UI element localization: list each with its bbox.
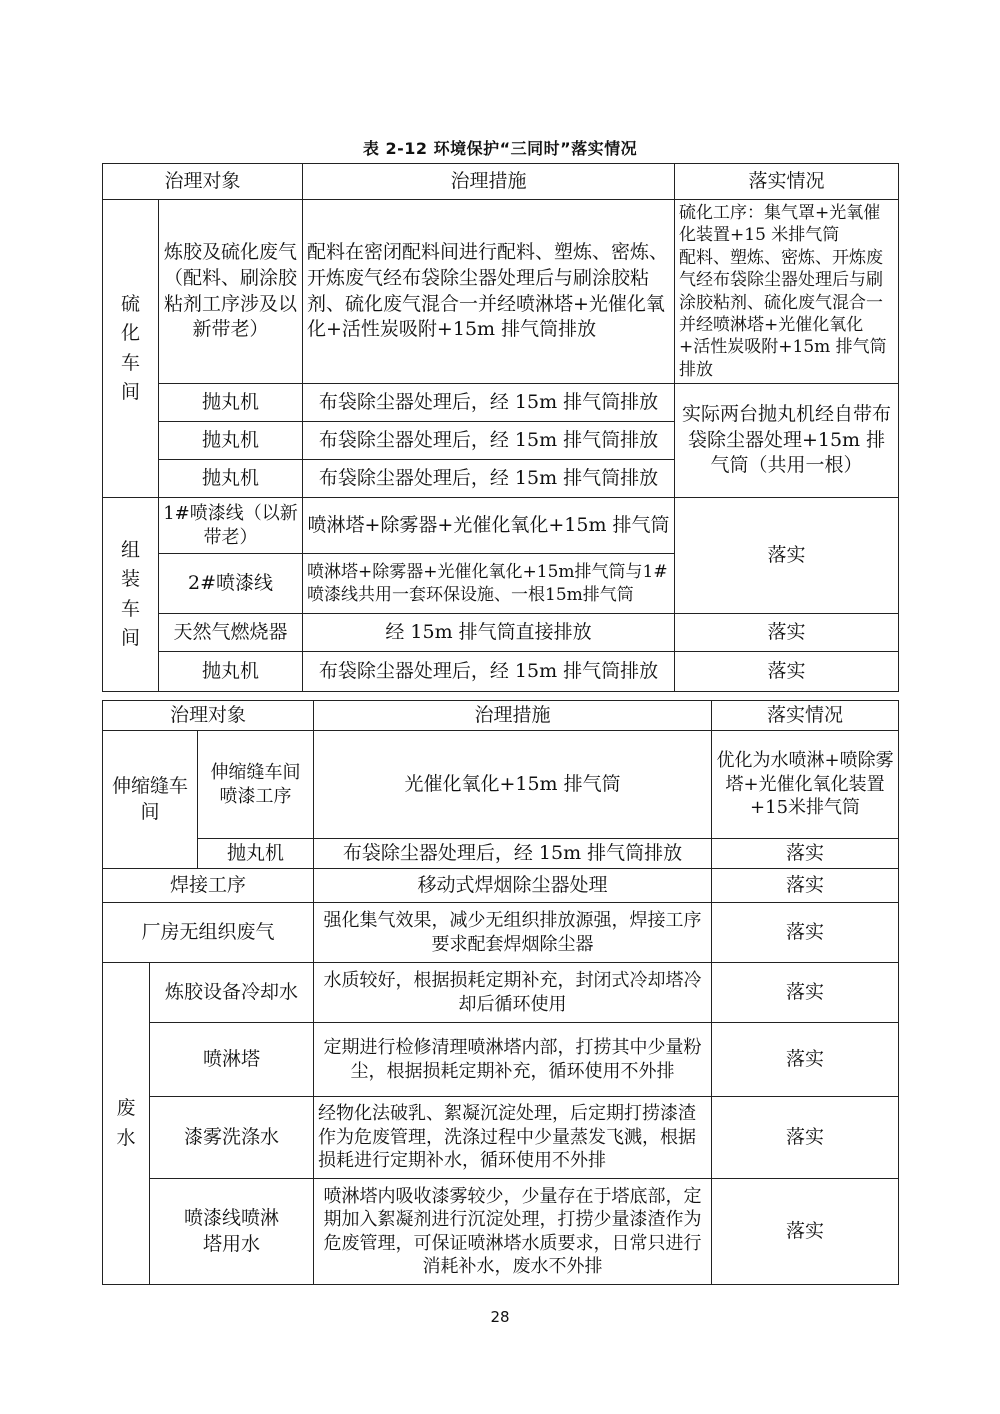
table-header-row — [103, 164, 899, 200]
table-row — [103, 731, 899, 839]
table-row — [103, 1097, 899, 1179]
object-cell: 炼胶及硫化废气（配料、刷涂胶粘剂工序涉及以新带老） — [159, 200, 303, 384]
measure-cell: 喷淋塔+除雾器+光催化氧化+15m 排气筒 — [303, 498, 675, 554]
page-number: 28 — [490, 1308, 510, 1326]
status-cell: 落实 — [675, 652, 899, 692]
header-measure: 治理措施 — [314, 701, 712, 731]
status-cell: 落实 — [675, 614, 899, 652]
object-cell: 炼胶设备冷却水 — [150, 963, 314, 1023]
object-cell: 喷漆线喷淋塔用水 — [150, 1179, 314, 1285]
object-cell: 抛丸机 — [198, 839, 314, 869]
table-row — [103, 869, 899, 903]
measure-cell: 布袋除尘器处理后，经 15m 排气筒排放 — [303, 652, 675, 692]
header-status: 落实情况 — [712, 701, 899, 731]
table-caption: 表 2-12 环境保护“三同时”落实情况 — [362, 139, 638, 158]
object-cell: 2#喷漆线 — [159, 554, 303, 614]
table-row — [103, 1023, 899, 1097]
measure-cell: 配料在密闭配料间进行配料、塑炼、密炼、开炼废气经布袋除尘器处理后与刷涂胶粘剂、硫化废气混合一并经喷淋塔+光催化氧化+活性炭吸附+15m 排气筒排放 — [303, 200, 675, 384]
object-cell: 天然气燃烧器 — [159, 614, 303, 652]
object-cell: 抛丸机 — [159, 460, 303, 498]
table-row — [103, 614, 899, 652]
table-row — [103, 498, 899, 554]
measure-cell: 强化集气效果，减少无组织排放源强，焊接工序要求配套焊烟除尘器 — [314, 903, 712, 963]
status-cell: 落实 — [712, 963, 899, 1023]
group-label-joint: 伸缩缝车间 — [103, 731, 198, 869]
status-cell: 落实 — [712, 869, 899, 903]
measure-cell: 喷淋塔+除雾器+光催化氧化+15m排气筒与1#喷漆线共用一套环保设施、一根15m排气筒 — [303, 554, 675, 614]
table-row — [103, 1179, 899, 1285]
object-cell: 厂房无组织废气 — [103, 903, 314, 963]
object-cell: 抛丸机 — [159, 652, 303, 692]
status-cell: 落实 — [712, 1179, 899, 1285]
object-cell: 抛丸机 — [159, 384, 303, 422]
status-cell: 落实 — [712, 903, 899, 963]
table-emissions-part2 — [102, 700, 899, 1285]
status-cell: 落实 — [712, 839, 899, 869]
status-cell-paint: 落实 — [675, 498, 899, 614]
measure-cell: 定期进行检修清理喷淋塔内部，打捞其中少量粉尘，根据损耗定期补充，循环使用不外排 — [314, 1023, 712, 1097]
status-cell: 落实 — [712, 1023, 899, 1097]
header-measure: 治理措施 — [303, 164, 675, 200]
measure-cell: 水质较好，根据损耗定期补充，封闭式冷却塔冷却后循环使用 — [314, 963, 712, 1023]
table-row — [103, 200, 899, 384]
object-cell: 1#喷漆线（以新带老） — [159, 498, 303, 554]
measure-cell: 经 15m 排气筒直接排放 — [303, 614, 675, 652]
table-header-row — [103, 701, 899, 731]
measure-cell: 布袋除尘器处理后，经 15m 排气筒排放 — [314, 839, 712, 869]
table-row — [103, 652, 899, 692]
status-cell: 优化为水喷淋+喷除雾塔+光催化氧化装置+15米排气筒 — [712, 731, 899, 839]
status-cell: 硫化工序：集气罩+光氧催化装置+15 米排气筒 配料、塑炼、密炼、开炼废气经布袋除尘器处理后与刷涂胶粘剂、硫化废气混合一并经喷淋塔+光催化氧化+活性炭吸附+15m 排气筒排放 — [675, 200, 899, 384]
measure-cell: 光催化氧化+15m 排气筒 — [314, 731, 712, 839]
header-object: 治理对象 — [103, 701, 314, 731]
measure-cell: 布袋除尘器处理后，经 15m 排气筒排放 — [303, 384, 675, 422]
table-row — [103, 839, 899, 869]
object-cell: 喷淋塔 — [150, 1023, 314, 1097]
status-cell: 落实 — [712, 1097, 899, 1179]
measure-cell: 经物化法破乳、絮凝沉淀处理，后定期打捞漆渣作为危废管理，洗涤过程中少量蒸发飞溅，根据损耗进行定期补水，循环使用不外排 — [314, 1097, 712, 1179]
group-label-sulfur: 硫化车间 — [103, 200, 159, 498]
table-emissions-part1 — [102, 163, 899, 692]
group-label-wastewater: 废水 — [103, 963, 150, 1285]
object-cell: 伸缩缝车间喷漆工序 — [198, 731, 314, 839]
table-row — [103, 903, 899, 963]
measure-cell: 布袋除尘器处理后，经 15m 排气筒排放 — [303, 422, 675, 460]
object-cell: 抛丸机 — [159, 422, 303, 460]
table-row — [103, 963, 899, 1023]
object-cell: 漆雾洗涤水 — [150, 1097, 314, 1179]
measure-cell: 布袋除尘器处理后，经 15m 排气筒排放 — [303, 460, 675, 498]
group-label-assembly: 组装车间 — [103, 498, 159, 692]
measure-cell: 喷淋塔内吸收漆雾较少，少量存在于塔底部，定期加入絮凝剂进行沉淀处理，打捞少量漆渣作为危废管理，可保证喷淋塔水质要求，日常只进行消耗补水，废水不外排 — [314, 1179, 712, 1285]
header-status: 落实情况 — [675, 164, 899, 200]
measure-cell: 移动式焊烟除尘器处理 — [314, 869, 712, 903]
object-cell: 焊接工序 — [103, 869, 314, 903]
status-cell-shot-blasting: 实际两台抛丸机经自带布袋除尘器处理+15m 排气筒（共用一根） — [675, 384, 899, 498]
header-object: 治理对象 — [103, 164, 303, 200]
table-row — [103, 384, 899, 422]
